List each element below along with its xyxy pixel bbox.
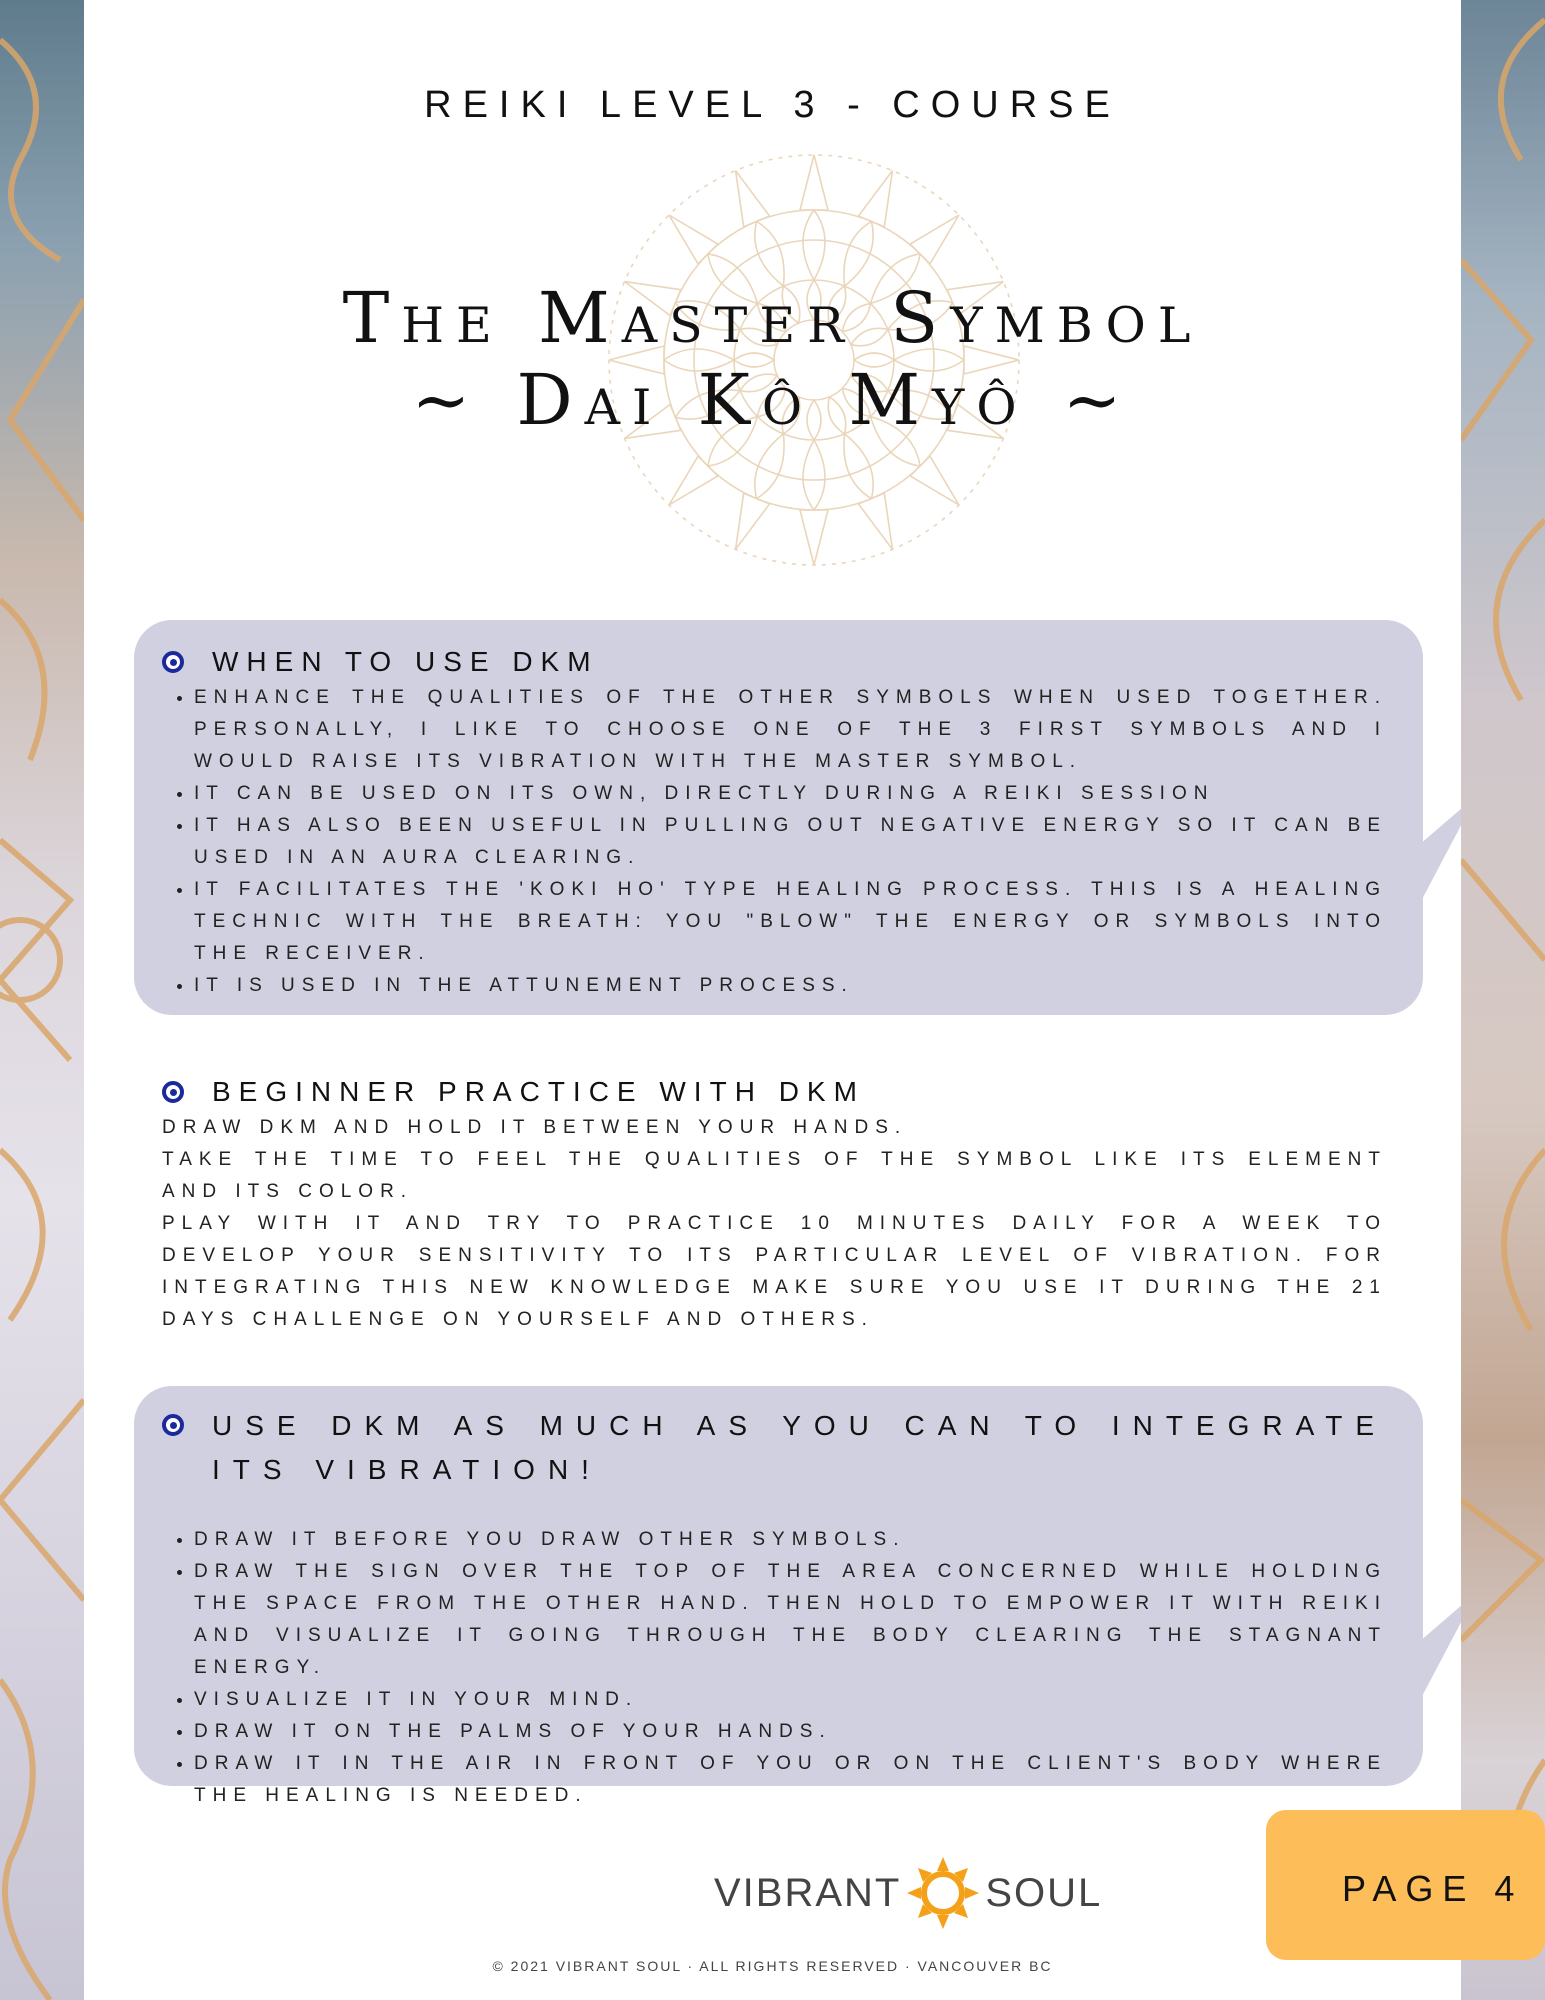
use-dkm-list [162, 1524, 1387, 1812]
when-to-use-heading [162, 642, 1387, 682]
practice-line: DRAW DKM AND HOLD IT BETWEEN YOUR HANDS. [162, 1117, 908, 1138]
title-line-2: ~ Dai Kô Myô ~ [411, 358, 1134, 441]
speech-tail-icon [1419, 795, 1461, 905]
logo-text-right: SOUL [985, 1870, 1103, 1915]
list-item: • DRAW IT BEFORE YOU DRAW OTHER SYMBOLS. [194, 1524, 1387, 1556]
speech-tail-icon [1419, 1592, 1461, 1702]
list-item: • DRAW IT IN THE AIR IN FRONT OF YOU OR ON THE CLIENT'S BODY WHERE THE HEALING IS NEEDED. [194, 1748, 1387, 1812]
page-title [84, 278, 1461, 442]
beginner-practice-heading [162, 1072, 1387, 1112]
when-to-use-box [134, 620, 1423, 1015]
practice-line: PLAY WITH IT AND TRY TO PRACTICE 10 MINUTES DAILY FOR A WEEK TO DEVELOP YOUR SENSITIVITY TO ITS PARTICULAR LEVEL OF VIBRATION. FOR INTEGRATING THIS NEW KNOWLEDGE MAKE SURE YOU USE IT DURING THE 21 DAYS CHALLENGE ON YOURSELF AND OTHERS. [162, 1213, 1387, 1330]
list-item: • DRAW IT ON THE PALMS OF YOUR HANDS. [194, 1716, 1387, 1748]
sun-icon [905, 1855, 981, 1931]
eye-bullet-icon [162, 651, 184, 673]
left-decorative-background [0, 0, 84, 2000]
use-dkm-heading [162, 1404, 1387, 1492]
copyright-footer: © 2021 VIBRANT SOUL · ALL RIGHTS RESERVED · VANCOUVER BC [492, 1958, 1053, 1974]
when-to-use-title: WHEN TO USE DKM [212, 646, 599, 677]
use-dkm-title: USE DKM AS MUCH AS YOU CAN TO INTEGRATE ITS VIBRATION! [212, 1410, 1387, 1485]
list-item: • IT IS USED IN THE ATTUNEMENT PROCESS. [194, 970, 1387, 1002]
mandala-pattern-left [0, 0, 84, 2000]
title-line-1: The Master Symbol [342, 277, 1203, 359]
list-item: • IT FACILITATES THE 'KOKI HO' TYPE HEALING PROCESS. THIS IS A HEALING TECHNIC WITH THE BREATH: YOU "BLOW" THE ENERGY OR SYMBOLS INTO THE RECEIVER. [194, 874, 1387, 970]
course-header: REIKI LEVEL 3 - COURSE [424, 84, 1121, 126]
right-decorative-background [1461, 0, 1545, 2000]
beginner-practice-section [162, 1072, 1387, 1336]
list-item: • DRAW THE SIGN OVER THE TOP OF THE AREA CONCERNED WHILE HOLDING THE SPACE FROM THE OTHER HAND. THEN HOLD TO EMPOWER IT WITH REIKI AND VISUALIZE IT GOING THROUGH THE BODY CLEARING THE STAGNANT ENERGY. [194, 1556, 1387, 1684]
eye-bullet-icon [162, 1081, 184, 1103]
eye-bullet-icon [162, 1414, 184, 1436]
document-page [84, 0, 1461, 2000]
mandala-pattern-right [1461, 0, 1545, 2000]
page-number-badge: PAGE 4 [1266, 1810, 1545, 1960]
use-dkm-box [134, 1386, 1423, 1806]
list-item: • IT HAS ALSO BEEN USEFUL IN PULLING OUT NEGATIVE ENERGY SO IT CAN BE USED IN AN AURA CLEARING. [194, 810, 1387, 874]
beginner-practice-title: BEGINNER PRACTICE WITH DKM [212, 1076, 865, 1107]
practice-line: TAKE THE TIME TO FEEL THE QUALITIES OF THE SYMBOL LIKE ITS ELEMENT AND ITS COLOR. [162, 1149, 1387, 1202]
list-item: • IT CAN BE USED ON ITS OWN, DIRECTLY DURING A REIKI SESSION [194, 778, 1387, 810]
when-to-use-list [162, 682, 1387, 1002]
vibrant-soul-logo [714, 1855, 1102, 1931]
logo-text-left: VIBRANT [714, 1870, 902, 1915]
list-item: • VISUALIZE IT IN YOUR MIND. [194, 1684, 1387, 1716]
list-item: • ENHANCE THE QUALITIES OF THE OTHER SYMBOLS WHEN USED TOGETHER. PERSONALLY, I LIKE TO CHOOSE ONE OF THE 3 FIRST SYMBOLS AND I WOULD RAISE ITS VIBRATION WITH THE MASTER SYMBOL. [194, 682, 1387, 778]
